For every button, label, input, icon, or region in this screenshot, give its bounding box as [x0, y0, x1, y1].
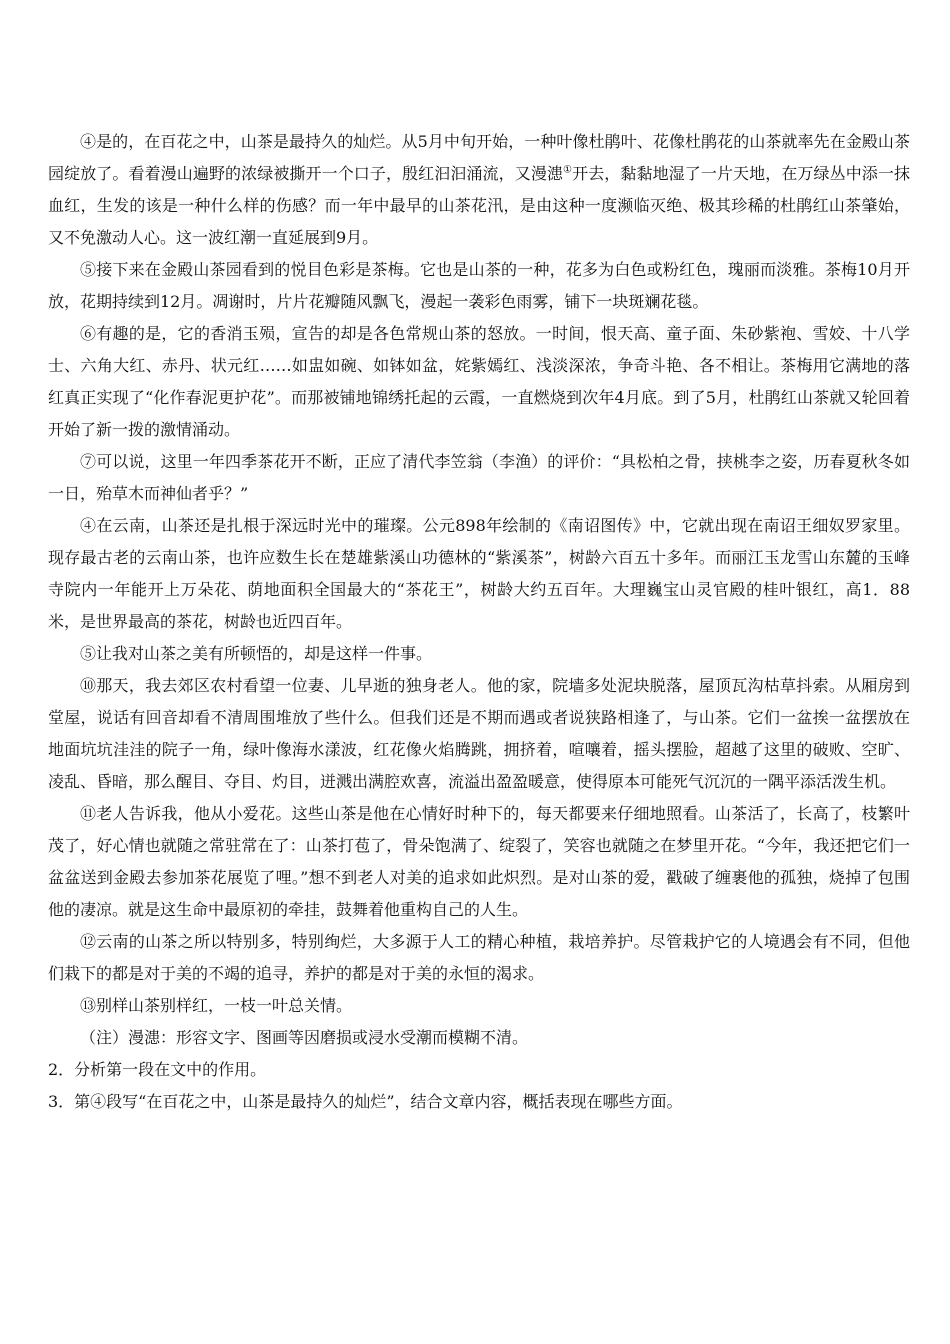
paragraph-4 — [48, 126, 910, 254]
paragraph-6: ⑥有趣的是，它的香消玉殒，宣告的却是各色常规山茶的怒放。一时间，恨天高、童子面、朱砂紫袍、雪姣、十八学士、六角大红、赤丹、状元红……如盅如碗、如钵如盆，姹紫嫣红、浅淡深浓，争奇斗艳、各不相让。茶梅用它满地的落红真正实现了“化作春泥更护花”。而那被铺地锦绣托起的云霞，一直燃烧到次年4月底。到了5月，杜鹃红山茶就又轮回着开始了新一拨的激情涌动。 — [48, 324, 910, 439]
paragraph-13: ⑬别样山茶别样红，一枝一叶总关情。 — [80, 996, 353, 1015]
question-2: 2．分析第一段在文中的作用。 — [48, 1060, 267, 1079]
paragraph-10: ⑩那天，我去郊区农村看望一位妻、儿早逝的独身老人。他的家，院墙多处泥块脱落，屋顶瓦沟枯草抖索。从厢房到堂屋，说话有回音却看不清周围堆放了些什么。但我们还是不期而遇或者说狭路相逢了，与山茶。它们一盆挨一盆摆放在地面坑坑洼洼的院子一角，绿叶像海水漾波，红花像火焰腾跳，拥挤着，喧嚷着，摇头摆脸，超越了这里的破败、空旷、凌乱、昏暗，那么醒目、夺目、灼目，迸溅出满腔欢喜，流溢出盈盈暖意，使得原本可能死气沉沉的一隅平添活泼生机。 — [48, 676, 910, 791]
footnote-mark: ① — [563, 164, 573, 176]
paragraph-8: ④在云南，山茶还是扎根于深远时光中的璀璨。公元898年绘制的《南诏图传》中，它就出现在南诏王细奴罗家里。现存最古老的云南山茶，也许应数生长在楚雄紫溪山功德林的“紫溪茶”，树龄六百五十多年。而丽江玉龙雪山东麓的玉峰寺院内一年能开上万朵花、荫地面积全国最大的“茶花王”，树龄大约五百年。大理巍宝山灵官殿的桂叶银红，高1．88米，是世界最高的茶花，树龄也近四百年。 — [48, 516, 910, 631]
paragraph-4-text-after: 开去，黏黏地湿了一片天地，在万绿丛中添一抹血红，生发的该是一种什么样的伤感？而一年中最早的山茶花汛，是由这种一度濒临灭绝、极其珍稀的杜鹃红山茶肇始，又不免激动人心。这一波红潮一直延展到9月。 — [48, 164, 910, 247]
footnote: （注）漫漶：形容文字、图画等因磨损或浸水受潮而模糊不清。 — [80, 1028, 529, 1047]
paragraph-11: ⑪老人告诉我，他从小爱花。这些山茶是他在心情好时种下的，每天都要来仔细地照看。山茶活了，长高了，枝繁叶茂了，好心情也就随之常驻常在了：山茶打苞了，骨朵饱满了、绽裂了，笑容也就随之在梦里开花。“今年，我还把它们一盆盆送到金殿去参加茶花展览了哩。”想不到老人对美的追求如此炽烈。是对山茶的爱，戳破了缠裹他的孤独，烧掉了包围他的凄凉。就是这生命中最原初的牵挂，鼓舞着他重构自己的人生。 — [48, 804, 910, 919]
paragraph-12: ⑫云南的山茶之所以特别多，特别绚烂，大多源于人工的精心种植，栽培养护。尽管栽护它的人境遇会有不同，但他们栽下的都是对于美的不竭的追寻，养护的都是对于美的永恒的渴求。 — [48, 932, 910, 983]
paragraph-7: ⑦可以说，这里一年四季茶花开不断，正应了清代李笠翁（李渔）的评价：“具松柏之骨，挟桃李之姿，历春夏秋冬如一日，殆草木而神仙者乎？” — [48, 452, 910, 503]
paragraph-4-text-before: ④是的，在百花之中，山茶是最持久的灿烂。从5月中旬开始，一种叶像杜鹃叶、花像杜鹃花的山茶就率先在金殿山茶园绽放了。看着漫山遍野的浓绿被撕开一个口子，殷红汩汩涌流，又漫漶 — [48, 132, 910, 183]
question-3: 3．第④段写“在百花之中，山茶是最持久的灿烂”，结合文章内容，概括表现在哪些方面。 — [48, 1092, 683, 1111]
document-page — [48, 126, 910, 1118]
paragraph-5: ⑤接下来在金殿山茶园看到的悦目色彩是茶梅。它也是山茶的一种，花多为白色或粉红色，瑰丽而淡雅。茶梅10月开放，花期持续到12月。凋谢时，片片花瓣随风飘飞，漫起一袭彩色雨雾，铺下一块斑斓花毯。 — [48, 260, 910, 311]
paragraph-9: ⑤让我对山茶之美有所顿悟的，却是这样一件事。 — [80, 644, 433, 663]
